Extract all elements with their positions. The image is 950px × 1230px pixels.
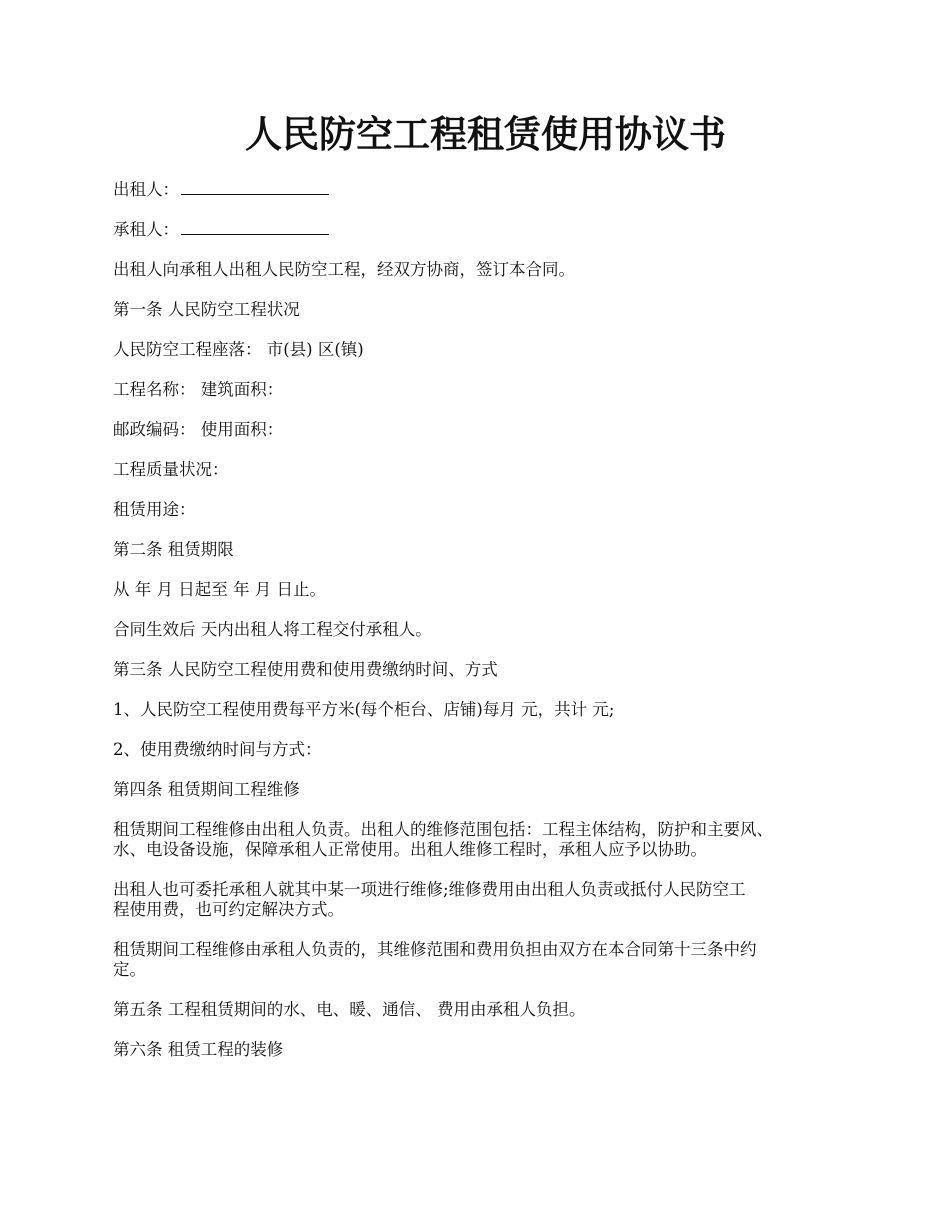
paragraph: 人民防空工程座落： 市(县) 区(镇): [113, 340, 364, 359]
paragraph: 1、人民防空工程使用费每平方米(每个柜台、店铺)每月 元，共计 元;: [113, 700, 615, 719]
paragraph: 邮政编码： 使用面积：: [113, 420, 284, 439]
article-heading: 第五条 工程租赁期间的水、电、暖、通信、 费用由承租人负担。: [113, 1000, 586, 1019]
paragraph: 租赁用途：: [113, 500, 196, 519]
paragraph: 工程名称： 建筑面积：: [113, 380, 284, 399]
article-heading: 第四条 租赁期间工程维修: [113, 780, 300, 799]
lessor-blank: [181, 180, 329, 195]
article-heading: 第一条 人民防空工程状况: [113, 300, 300, 319]
paragraph: 工程质量状况：: [113, 460, 229, 479]
paragraph: 2、使用费缴纳时间与方式：: [113, 740, 322, 759]
lessor-line: [113, 180, 858, 200]
lessee-label: 承租人：: [113, 220, 179, 239]
paragraph: 租赁期间工程维修由出租人负责。出租人的维修范围包括：工程主体结构，防护和主要风、 水、电设备设施，保障承租人正常使用。出租人维修工程时，承租人应予以协助。: [113, 820, 773, 859]
article-heading: 第六条 租赁工程的装修: [113, 1040, 284, 1059]
article-heading: 第三条 人民防空工程使用费和使用费缴纳时间、方式: [113, 660, 498, 679]
paragraph: 出租人向承租人出租人民防空工程，经双方协商，签订本合同。: [113, 260, 575, 279]
lessor-label: 出租人：: [113, 180, 179, 199]
lessee-line: [113, 220, 858, 240]
document-page: [113, 104, 858, 1080]
article-heading: 第二条 租赁期限: [113, 540, 234, 559]
paragraph: 从 年 月 日起至 年 月 日止。: [113, 580, 326, 599]
paragraph: 出租人也可委托承租人就其中某一项进行维修;维修费用由出租人负责或抵付人民防空工 程使用费，也可约定解决方式。: [113, 880, 746, 919]
lessee-blank: [181, 220, 329, 235]
paragraph: 租赁期间工程维修由承租人负责的，其维修范围和费用负担由双方在本合同第十三条中约 定。: [113, 940, 757, 979]
document-title: 人民防空工程租赁使用协议书: [245, 112, 726, 156]
paragraph: 合同生效后 天内出租人将工程交付承租人。: [113, 620, 432, 639]
